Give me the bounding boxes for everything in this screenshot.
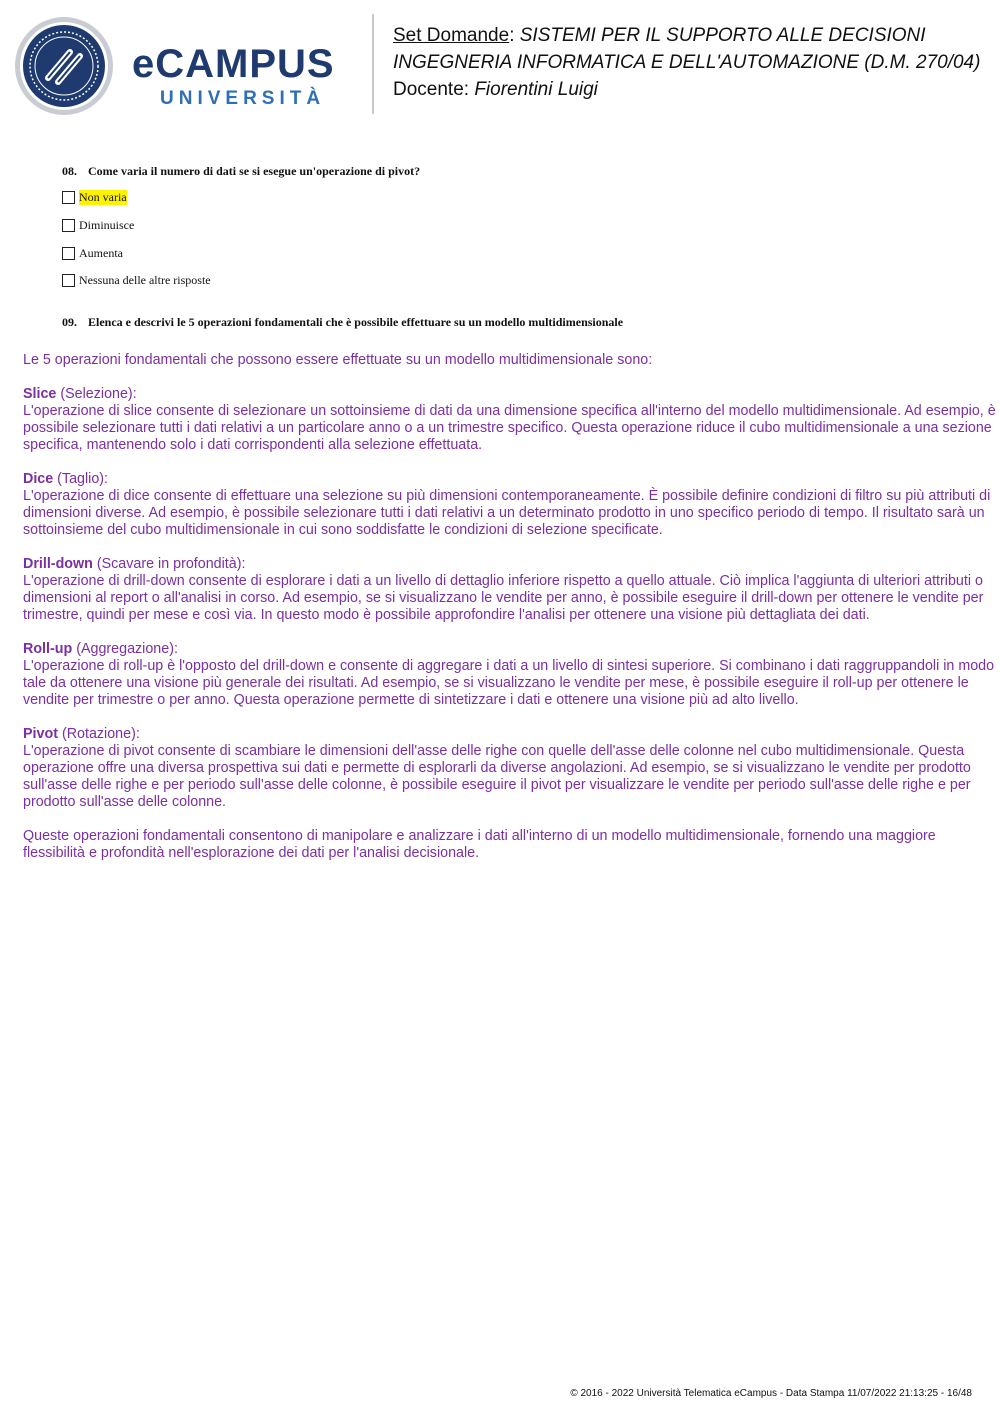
- checkbox[interactable]: [62, 191, 75, 204]
- op-pivot-text: L'operazione di pivot consente di scambiare le dimensioni dell'asse delle righe con quelle dell'asse delle colonne nel cubo multidimensionale. Questa operazione offre una diversa prospettiva sui dati e permette di esplorarli da diverse angolazioni. Ad esempio, se si visualizzano le vendite per prodotto sull'asse delle righe e per periodo sull'asse delle colonne, è possibile eseguire il pivot per visualizzare le vendite per periodo sull'asse delle righe e per prodotto sull'asse delle colonne.: [23, 743, 971, 810]
- op-slice-text: L'operazione di slice consente di selezionare un sottoinsieme di dati da una dimensione specifica all'interno del modello multidimensionale. Ad esempio, è possibile selezionare tutti i dati relativi a un particolare anno o a un trimestre specifico. Questa operazione riduce il cubo multidimensionale a una sezione specifica, mantenendo solo i dati corrispondenti alla selezione effettuata.: [23, 403, 996, 453]
- checkbox[interactable]: [62, 247, 75, 260]
- option-aumenta[interactable]: [62, 245, 123, 261]
- teacher-name: Fiorentini Luigi: [474, 79, 598, 100]
- set-line: Set Domande: SISTEMI PER IL SUPPORTO ALLE DECISIONI: [393, 25, 926, 46]
- page-header: [0, 0, 1000, 125]
- op-dice-text: L'operazione di dice consente di effettuare una selezione su più dimensioni contemporaneamente. È possibile definire condizioni di filtro su più attributi di dimensioni diverse. Ad esempio, è possibile selezionare tutti i dati relativi a un determinato prodotto in uno specifico periodo di tempo. Il risultato sarà un sottoinsieme del cubo multidimensionale in cui sono soddisfatte le condizioni di selezione specificate.: [23, 488, 991, 538]
- question-09-title: [62, 315, 623, 330]
- option-label: Nessuna delle altre risposte: [79, 272, 211, 287]
- course-name: SISTEMI PER IL SUPPORTO ALLE DECISIONI: [519, 25, 926, 46]
- question-08-title: [62, 164, 420, 179]
- set-label: Set Domande: [393, 25, 510, 46]
- option-nessuna[interactable]: [62, 272, 211, 288]
- option-diminuisce[interactable]: [62, 217, 134, 233]
- question-text: Elenca e descrivi le 5 operazioni fondamentali che è possibile effettuare su un modello multidimensionale: [88, 315, 624, 329]
- op-drilldown-text: L'operazione di drill-down consente di esplorare i dati a un livello di dettaglio inferiore rispetto a quello attuale. Ciò implica l'aggiunta di ulteriori attributi o dimensioni al report o all'analisi in corso. Ad esempio, se si visualizzano le vendite per anno, è possibile eseguire il drill-down per ottenere le vendite per trimestre, quindi per mese e così via. In questo modo è possibile approfondire l'analisi per ottenere una visione più dettagliata dei dati.: [23, 573, 984, 623]
- ecampus-logo: [132, 44, 335, 110]
- header-info: [393, 22, 980, 103]
- question-text: Come varia il numero di dati se si esegue un'operazione di pivot?: [88, 164, 421, 178]
- teacher-label: Docente:: [393, 79, 475, 100]
- option-label: Non varia: [79, 189, 127, 204]
- op-dice-heading: Dice (Taglio):: [23, 471, 109, 487]
- op-name: Dice: [23, 471, 54, 487]
- header-divider: [372, 14, 374, 114]
- op-drilldown-heading: Drill-down (Scavare in profondità):: [23, 556, 246, 572]
- logo-subtitle: UNIVERSITÀ: [160, 88, 326, 109]
- answer-outro: Queste operazioni fondamentali consentono di manipolare e analizzare i dati all'interno di un modello multidimensionale, fornendo una maggiore flessibilità e profondità nell'esplorazione dei dati per l'analisi decisionale.: [23, 828, 936, 861]
- option-non-varia[interactable]: [62, 189, 127, 205]
- op-slice-heading: Slice (Selezione):: [23, 386, 137, 402]
- question-number: 09.: [62, 315, 77, 329]
- degree-name: INGEGNERIA INFORMATICA E DELL'AUTOMAZIONE (D.M. 270/04): [393, 52, 981, 73]
- option-label: Aumenta: [79, 245, 123, 260]
- answer-text: [23, 352, 1000, 862]
- checkbox[interactable]: [62, 219, 75, 232]
- option-label: Diminuisce: [79, 217, 135, 232]
- op-name: Drill-down: [23, 556, 93, 572]
- ecampus-seal-icon: [14, 16, 114, 116]
- degree-line: [393, 49, 980, 76]
- op-rollup-text: L'operazione di roll-up è l'opposto del drill-down e consente di aggregare i dati a un livello di sintesi superiore. Si combinano i dati raggruppandoli in modo tale da ottenere una visione più generale dei risultati. Ad esempio, se si visualizzano le vendite per mese, è possibile eseguire il roll-up per ottenere le vendite per trimestre o per anno. Questa operazione permette di sintetizzare i dati e ottenere una visione più ad alto livello.: [23, 658, 995, 708]
- logo-name: eCAMPUS: [132, 42, 335, 86]
- op-name: Pivot: [23, 726, 58, 742]
- op-rollup-heading: Roll-up (Aggregazione):: [23, 641, 178, 657]
- answer-intro: Le 5 operazioni fondamentali che possono essere effettuate su un modello multidimensionale sono:: [23, 352, 653, 368]
- op-pivot-heading: Pivot (Rotazione):: [23, 726, 140, 742]
- checkbox[interactable]: [62, 274, 75, 287]
- question-number: 08.: [62, 164, 77, 178]
- teacher-line: [393, 76, 980, 103]
- op-name: Slice: [23, 386, 57, 402]
- op-name: Roll-up: [23, 641, 73, 657]
- page-footer: © 2016 - 2022 Università Telematica eCampus - Data Stampa 11/07/2022 21:13:25 - 16/48: [570, 1388, 972, 1399]
